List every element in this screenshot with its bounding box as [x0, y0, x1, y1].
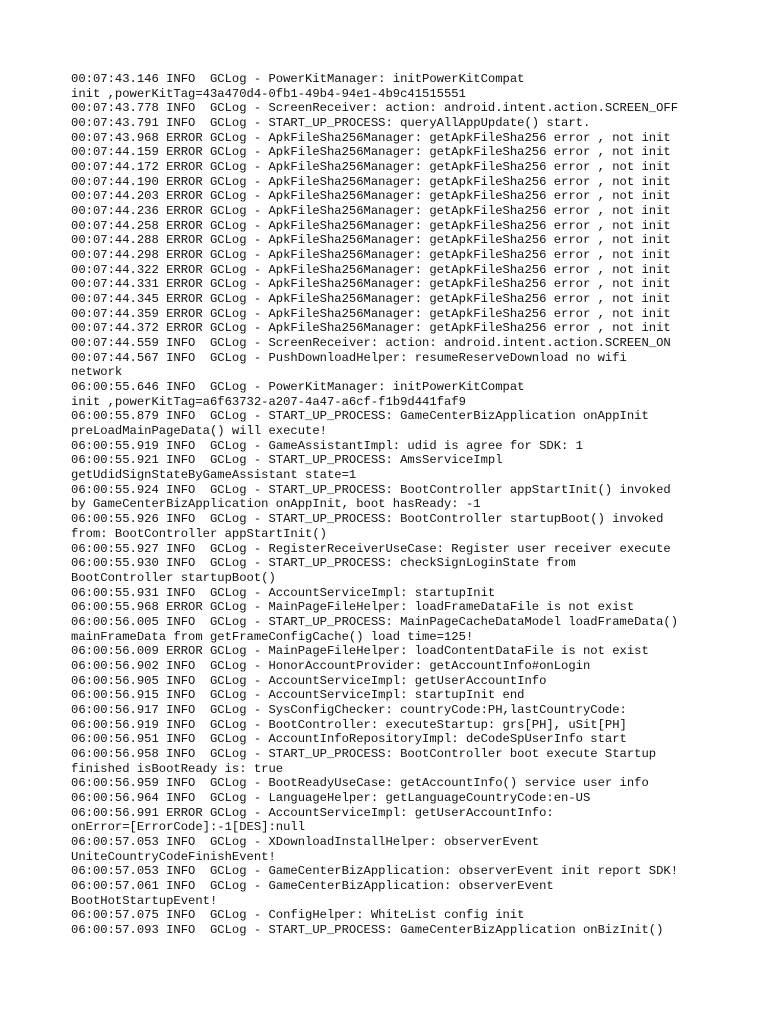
- log-line: 06:00:55.927 INFO GCLog - RegisterReceiverUseCase: Register user receiver execute: [71, 541, 671, 556]
- log-line: 06:00:55.919 INFO GCLog - GameAssistantImpl: udid is agree for SDK: 1: [71, 438, 583, 453]
- log-line: 06:00:57.093 INFO GCLog - START_UP_PROCESS: GameCenterBizApplication onBizInit(): [71, 922, 664, 937]
- log-line: 06:00:55.879 INFO GCLog - START_UP_PROCESS: GameCenterBizApplication onAppInit: [71, 409, 649, 424]
- log-line: BootHotStartupEvent!: [71, 893, 218, 908]
- log-line: 06:00:57.053 INFO GCLog - GameCenterBizApplication: observerEvent init report SDK!: [71, 864, 679, 879]
- log-line: finished isBootReady is: true: [71, 761, 284, 776]
- log-line: 00:07:44.236 ERROR GCLog - ApkFileSha256Manager: getApkFileSha256 error , not init: [71, 204, 671, 219]
- log-line: 00:07:44.288 ERROR GCLog - ApkFileSha256Manager: getApkFileSha256 error , not init: [71, 233, 671, 248]
- log-line: 06:00:55.968 ERROR GCLog - MainPageFileHelper: loadFrameDataFile is not exist: [71, 600, 635, 615]
- log-line: UniteCountryCodeFinishEvent!: [71, 849, 276, 864]
- log-line: 06:00:55.921 INFO GCLog - START_UP_PROCESS: AmsServiceImpl: [71, 453, 503, 468]
- log-line: 06:00:55.931 INFO GCLog - AccountServiceImpl: startupInit: [71, 585, 496, 600]
- log-line: 06:00:56.964 INFO GCLog - LanguageHelper: getLanguageCountryCode:en-US: [71, 790, 591, 805]
- log-line: 06:00:56.919 INFO GCLog - BootController: executeStartup: grs[PH], uSit[PH]: [71, 717, 627, 732]
- log-line: init ,powerKitTag=43a470d4-0fb1-49b4-94e1-4b9c41515551: [71, 86, 466, 101]
- log-line: 06:00:56.991 ERROR GCLog - AccountServiceImpl: getUserAccountInfo:: [71, 805, 554, 820]
- log-line: 00:07:44.345 ERROR GCLog - ApkFileSha256Manager: getApkFileSha256 error , not init: [71, 292, 671, 307]
- log-line: 00:07:43.791 INFO GCLog - START_UP_PROCESS: queryAllAppUpdate() start.: [71, 116, 591, 131]
- log-line: 06:00:57.053 INFO GCLog - XDownloadInstallHelper: observerEvent: [71, 834, 540, 849]
- log-line: 00:07:43.778 INFO GCLog - ScreenReceiver: action: android.intent.action.SCREEN_OFF: [71, 101, 679, 116]
- log-line: 00:07:44.159 ERROR GCLog - ApkFileSha256Manager: getApkFileSha256 error , not init: [71, 145, 671, 160]
- log-line: 00:07:44.172 ERROR GCLog - ApkFileSha256Manager: getApkFileSha256 error , not init: [71, 160, 671, 175]
- log-line: 06:00:55.924 INFO GCLog - START_UP_PROCESS: BootController appStartInit() invoked: [71, 482, 671, 497]
- log-line: 06:00:56.917 INFO GCLog - SysConfigChecker: countryCode:PH,lastCountryCode:: [71, 702, 627, 717]
- log-line: 00:07:43.146 INFO GCLog - PowerKitManager: initPowerKitCompat: [71, 72, 525, 86]
- log-line: onError=[ErrorCode]:-1[DES]:null: [71, 820, 306, 835]
- log-line: 06:00:55.926 INFO GCLog - START_UP_PROCESS: BootController startupBoot() invoked: [71, 512, 664, 527]
- log-line: 00:07:44.298 ERROR GCLog - ApkFileSha256Manager: getApkFileSha256 error , not init: [71, 248, 671, 263]
- log-line: 06:00:57.075 INFO GCLog - ConfigHelper: WhiteList config init: [71, 908, 525, 923]
- log-line: 06:00:56.009 ERROR GCLog - MainPageFileHelper: loadContentDataFile is not exist: [71, 644, 649, 659]
- log-line: 00:07:44.567 INFO GCLog - PushDownloadHelper: resumeReserveDownload no wifi: [71, 350, 627, 365]
- log-line: 06:00:56.005 INFO GCLog - START_UP_PROCESS: MainPageCacheDataModel loadFrameData(): [71, 614, 679, 629]
- log-line: BootController startupBoot(): [71, 570, 276, 585]
- log-line: mainFrameData from getFrameConfigCache() load time=125!: [71, 629, 474, 644]
- log-line: 06:00:55.930 INFO GCLog - START_UP_PROCESS: checkSignLoginState from: [71, 556, 576, 571]
- log-line: 06:00:57.061 INFO GCLog - GameCenterBizApplication: observerEvent: [71, 878, 554, 893]
- log-line: from: BootController appStartInit(): [71, 526, 327, 541]
- log-line: 00:07:44.190 ERROR GCLog - ApkFileSha256Manager: getApkFileSha256 error , not init: [71, 174, 671, 189]
- log-line: 00:07:44.203 ERROR GCLog - ApkFileSha256Manager: getApkFileSha256 error , not init: [71, 189, 671, 204]
- log-line: init ,powerKitTag=a6f63732-a207-4a47-a6cf-f1b9d441faf9: [71, 394, 466, 409]
- log-line: 00:07:44.372 ERROR GCLog - ApkFileSha256Manager: getApkFileSha256 error , not init: [71, 321, 671, 336]
- log-line: 06:00:55.646 INFO GCLog - PowerKitManager: initPowerKitCompat: [71, 380, 525, 395]
- log-line: 06:00:56.915 INFO GCLog - AccountServiceImpl: startupInit end: [71, 688, 525, 703]
- log-line: by GameCenterBizApplication onAppInit, boot hasReady: -1: [71, 497, 481, 512]
- log-line: getUdidSignStateByGameAssistant state=1: [71, 468, 357, 483]
- log-line: network: [71, 365, 123, 380]
- log-document: [71, 72, 761, 938]
- log-line: 00:07:44.559 INFO GCLog - ScreenReceiver: action: android.intent.action.SCREEN_ON: [71, 336, 671, 351]
- log-line: 00:07:44.331 ERROR GCLog - ApkFileSha256Manager: getApkFileSha256 error , not init: [71, 277, 671, 292]
- log-line: 06:00:56.905 INFO GCLog - AccountServiceImpl: getUserAccountInfo: [71, 673, 547, 688]
- log-line: 06:00:56.959 INFO GCLog - BootReadyUseCase: getAccountInfo() service user info: [71, 776, 649, 791]
- log-line: 00:07:44.359 ERROR GCLog - ApkFileSha256Manager: getApkFileSha256 error , not init: [71, 306, 671, 321]
- log-line: 06:00:56.951 INFO GCLog - AccountInfoRepositoryImpl: deCodeSpUserInfo start: [71, 732, 627, 747]
- log-line: 00:07:44.322 ERROR GCLog - ApkFileSha256Manager: getApkFileSha256 error , not init: [71, 262, 671, 277]
- log-line: 06:00:56.902 INFO GCLog - HonorAccountProvider: getAccountInfo#onLogin: [71, 658, 591, 673]
- log-line: 00:07:43.968 ERROR GCLog - ApkFileSha256Manager: getApkFileSha256 error , not init: [71, 130, 671, 145]
- log-line: 06:00:56.958 INFO GCLog - START_UP_PROCESS: BootController boot execute Startup: [71, 746, 657, 761]
- log-line: 00:07:44.258 ERROR GCLog - ApkFileSha256Manager: getApkFileSha256 error , not init: [71, 218, 671, 233]
- log-line: preLoadMainPageData() will execute!: [71, 424, 327, 439]
